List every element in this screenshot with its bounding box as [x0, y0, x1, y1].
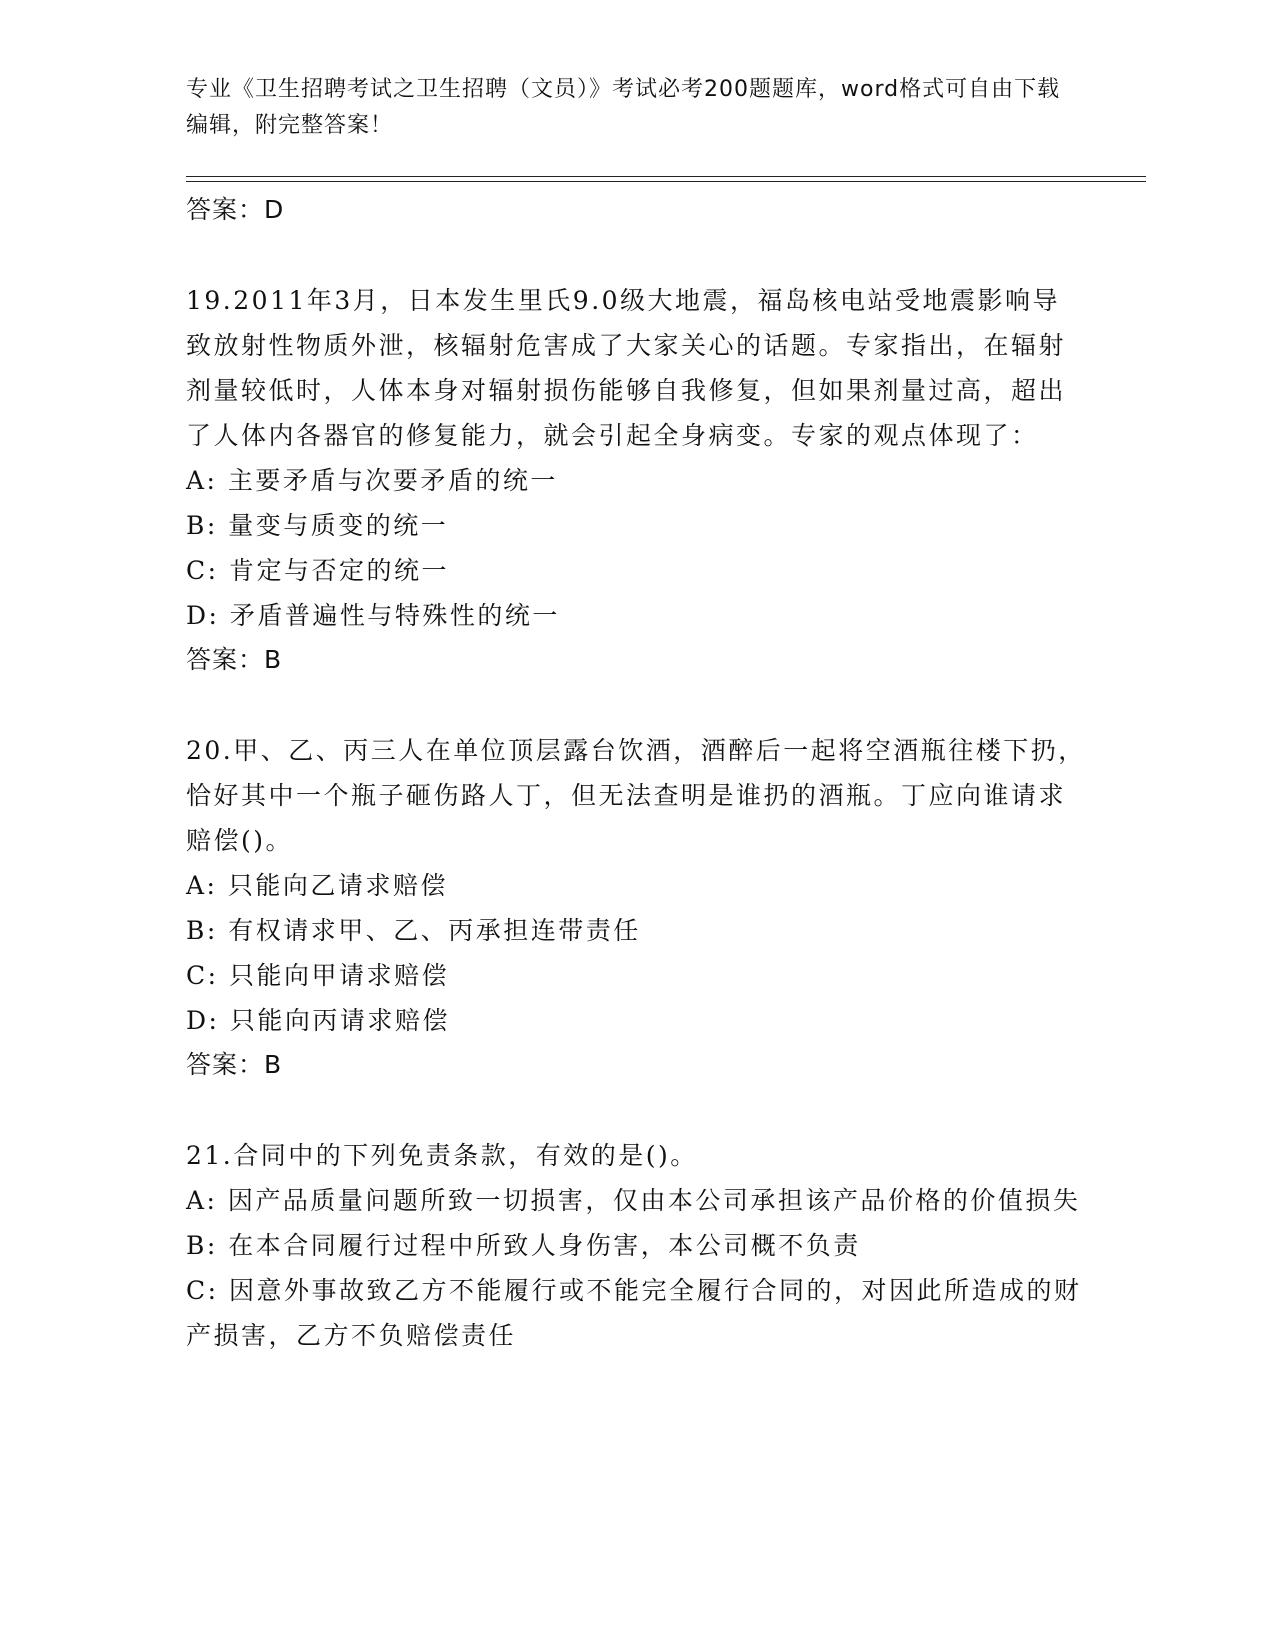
answer-line: 答案：B [186, 645, 283, 674]
option-a: A: 只能向乙请求赔偿 [186, 871, 448, 900]
question-content [186, 188, 1086, 1358]
header-rule-top [186, 176, 1146, 177]
option-b: B: 量变与质变的统一 [186, 511, 449, 540]
spacer [186, 682, 1086, 728]
answer-line: 答案：B [186, 1050, 283, 1079]
option-b: B: 有权请求甲、乙、丙承担连带责任 [186, 916, 641, 945]
question-21 [186, 1133, 1086, 1358]
option-c: C: 只能向甲请求赔偿 [186, 961, 449, 990]
question-19 [186, 278, 1086, 682]
question-stem: 21.合同中的下列免责条款，有效的是()。 [186, 1141, 698, 1170]
option-c: C: 因意外事故致乙方不能履行或不能完全履行合同的，对因此所造成的财产损害，乙方不负赔偿责任 [186, 1276, 1082, 1350]
option-d: D: 矛盾普遍性与特殊性的统一 [186, 601, 560, 630]
option-b: B: 在本合同履行过程中所致人身伤害，本公司概不负责 [186, 1231, 861, 1260]
spacer [186, 232, 1086, 278]
option-d: D: 只能向丙请求赔偿 [186, 1006, 450, 1035]
option-a: A: 因产品质量问题所致一切损害，仅由本公司承担该产品价格的价值损失 [186, 1186, 1081, 1215]
question-20 [186, 728, 1086, 1087]
question-stem: 19.2011年3月，日本发生里氏9.0级大地震，福岛核电站受地震影响导致放射性物质外泄，核辐射危害成了大家关心的话题。专家指出，在辐射剂量较低时，人体本身对辐射损伤能够自我修复，但如果剂量过高，超出了人体内各器官的修复能力，就会引起全身病变。专家的观点体现了： [186, 286, 1067, 450]
previous-answer: 答案：D [186, 195, 285, 224]
question-stem: 20.甲、乙、丙三人在单位顶层露台饮酒，酒醉后一起将空酒瓶往楼下扔，恰好其中一个瓶子砸伤路人丁，但无法查明是谁扔的酒瓶。丁应向谁请求赔偿()。 [186, 736, 1086, 855]
spacer [186, 1087, 1086, 1133]
header-rule-bottom [186, 181, 1146, 182]
option-c: C: 肯定与否定的统一 [186, 556, 449, 585]
option-a: A: 主要矛盾与次要矛盾的统一 [186, 466, 558, 495]
page-header: 专业《卫生招聘考试之卫生招聘（文员）》考试必考200题题库，word格式可自由下载编辑，附完整答案！ [186, 77, 1061, 138]
